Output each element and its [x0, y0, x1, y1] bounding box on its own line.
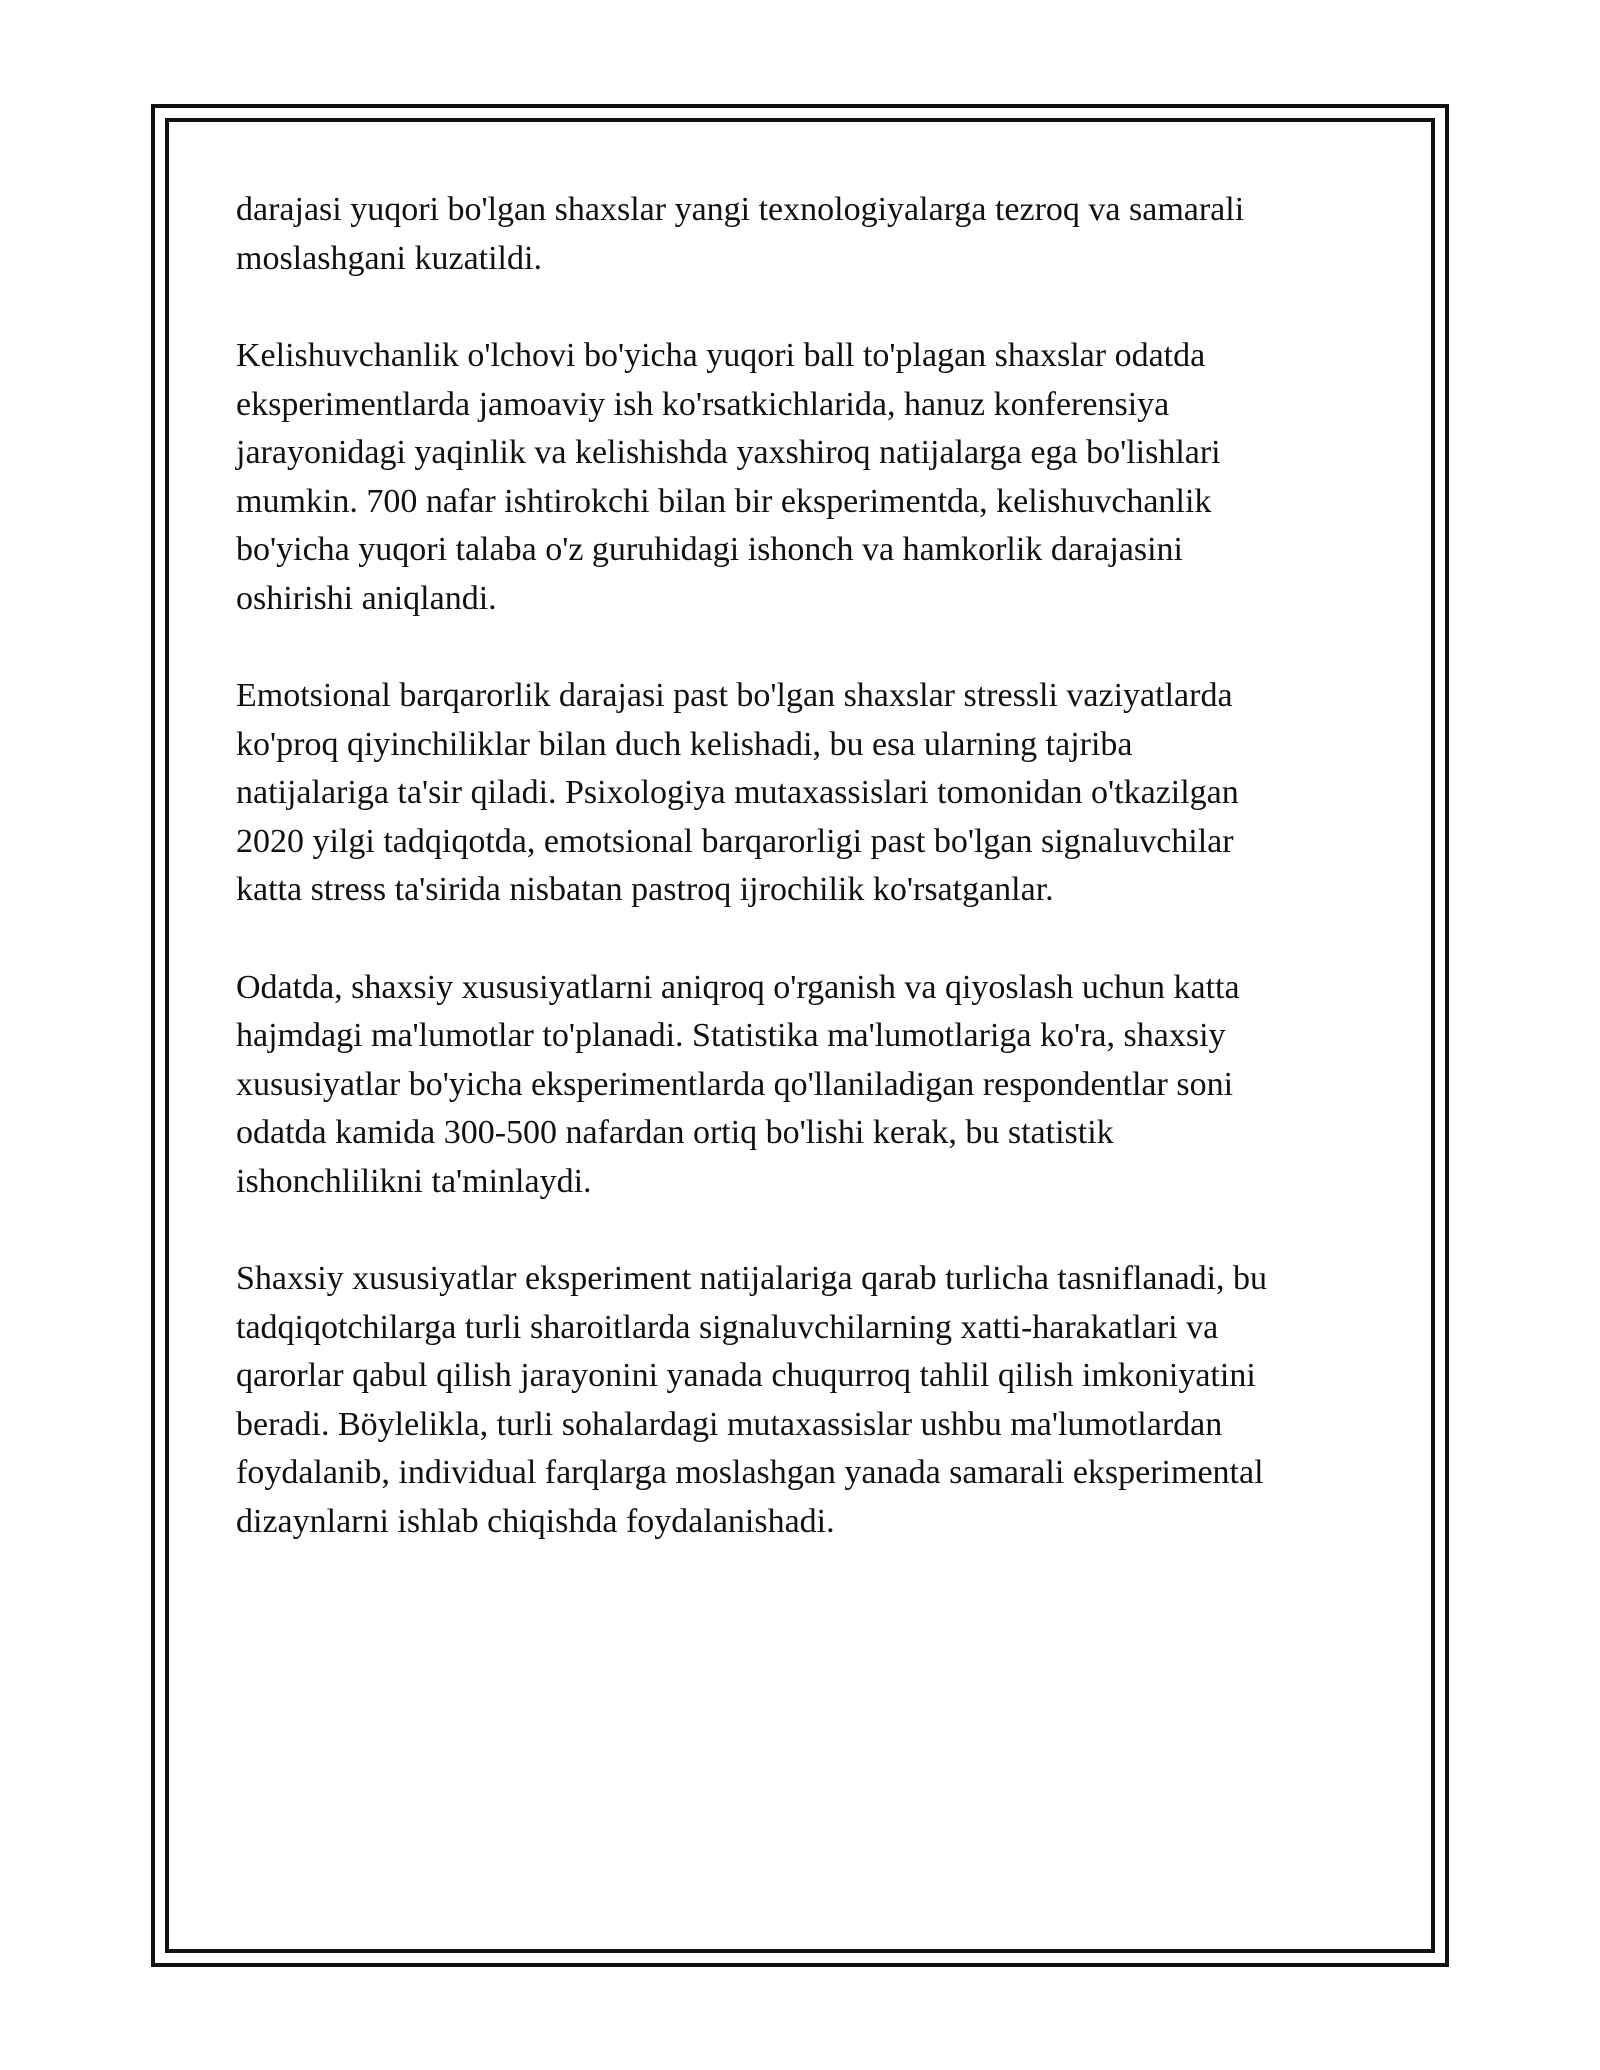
paragraph-2: Kelishuvchanlik o'lchovi bo'yicha yuqori ball to'plagan shaxslar odatda eksperimentlarda jamoaviy ish ko'rsatkichlarida, hanuz konferensiya jarayonidagi yaqinlik va kelishishda yaxshiroq natijalarga ega bo'lishlari mumkin. 700 nafar ishtirokchi bilan bir eksperimentda, kelishuvchanlik bo'yicha yuqori talaba o'z guruhidagi ishonch va hamkorlik darajasini oshirishi aniqlandi. — [236, 337, 1221, 617]
paragraph-1: darajasi yuqori bo'lgan shaxslar yangi texnologiyalarga tezroq va samarali moslashgani kuzatildi. — [236, 191, 1245, 277]
document-body — [236, 186, 1366, 1595]
paragraph-3: Emotsional barqarorlik darajasi past bo'lgan shaxslar stressli vaziyatlarda ko'proq qiyinchiliklar bilan duch kelishadi, bu esa ularning tajriba natijalariga ta'sir qiladi. Psixologiya mutaxassislari tomonidan o'tkazilgan 2020 yilgi tadqiqotda, emotsional barqarorligi past bo'lgan signaluvchilar katta stress ta'sirida nisbatan pastroq ijrochilik ko'rsatganlar. — [236, 677, 1239, 908]
paragraph-5: Shaxsiy xususiyatlar eksperiment natijalariga qarab turlicha tasniflanadi, bu tadqiqotchilarga turli sharoitlarda signaluvchilarning xatti-harakatlari va qarorlar qabul qilish jarayonini yanada chuqurroq tahlil qilish imkoniyatini beradi. Böylelikla, turli sohalardagi mutaxassislar ushbu ma'lumotlardan foydalanib, individual farqlarga moslashgan yanada samarali eksperimental dizaynlarni ishlab chiqishda foydalanishadi. — [236, 1260, 1268, 1540]
paragraph-4: Odatda, shaxsiy xususiyatlarni aniqroq o'rganish va qiyoslash uchun katta hajmdagi ma'lumotlar to'planadi. Statistika ma'lumotlariga ko'ra, shaxsiy xususiyatlar bo'yicha eksperimentlarda qo'llaniladigan respondentlar soni odatda kamida 300-500 nafardan ortiq bo'lishi kerak, bu statistik ishonchlilikni ta'minlaydi. — [236, 968, 1240, 1200]
